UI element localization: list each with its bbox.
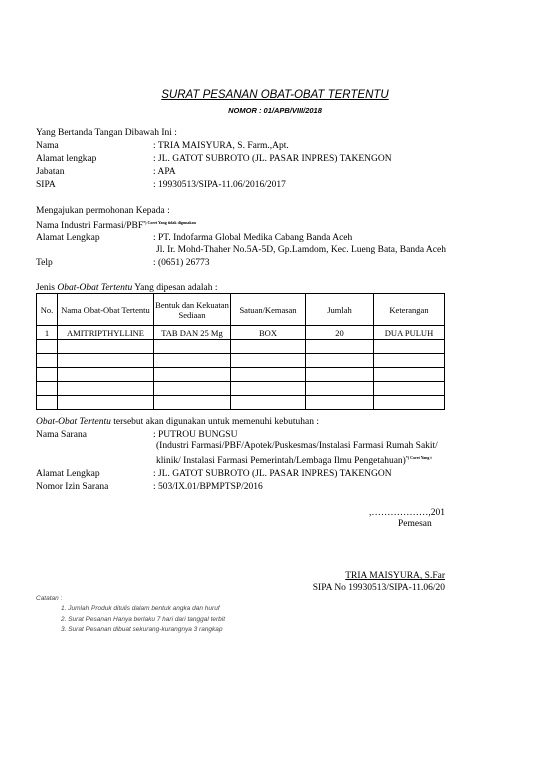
cell-unit	[231, 382, 306, 396]
cell-drug-name	[58, 340, 154, 354]
header-drug-name: Nama Obat-Obat Tertentu	[58, 294, 154, 326]
cell-quantity	[306, 340, 374, 354]
supplier-industry-label-text: Nama Industri Farmasi/PBF	[36, 221, 144, 232]
header-no: No.	[37, 294, 58, 326]
signer-intro: Yang Bertanda Tangan Dibawah Ini :	[36, 128, 177, 138]
order-intro-italic: Obat-Obat Tertentu	[57, 283, 133, 293]
header-form-strength: Bentuk dan Kekuatan Sediaan	[154, 294, 231, 326]
facility-name-value: : PUTROU BUNGSU	[153, 430, 238, 440]
signer-address-value: : JL. GATOT SUBROTO (JL. PASAR INPRES) TAKENGON	[153, 154, 392, 164]
facility-address-value: : JL. GATOT SUBROTO (JL. PASAR INPRES) TAKENGON	[153, 469, 392, 479]
note-item: 3. Surat Pesanan dibuat sekurang-kurangnya 3 rangkap	[61, 626, 223, 633]
cell-remarks	[374, 354, 445, 368]
cell-drug-name	[58, 396, 154, 410]
cell-drug-name	[58, 382, 154, 396]
supplier-address-label: Alamat Lengkap	[36, 233, 100, 243]
cell-remarks	[374, 340, 445, 354]
facility-permit-label: Nomor Izin Sarana	[36, 482, 109, 492]
cell-quantity	[306, 396, 374, 410]
signature-sipa: SIPA No 19930513/SIPA-11.06/20	[312, 583, 445, 593]
signer-address-label: Alamat lengkap	[36, 154, 97, 164]
order-intro-prefix: Jenis	[36, 283, 58, 293]
cell-no	[37, 354, 58, 368]
facility-type-line2	[156, 455, 432, 466]
cell-unit	[231, 340, 306, 354]
usage-intro-suffix: tersebut akan digunakan untuk memenuhi kebutuhan :	[110, 417, 320, 427]
cell-form-strength	[154, 368, 231, 382]
cell-no: 1	[37, 326, 58, 340]
usage-intro-italic: Obat-Obat Tertentu	[36, 417, 111, 427]
order-intro	[36, 283, 217, 293]
cell-quantity	[306, 368, 374, 382]
cell-drug-name: AMITRIPTHYLLINE	[58, 326, 154, 340]
signer-sipa-label: SIPA	[36, 180, 56, 190]
facility-name-label: Nama Sarana	[36, 430, 87, 440]
header-remarks: Keterangan	[374, 294, 445, 326]
supplier-telp-value: : (0651) 26773	[153, 258, 210, 268]
signer-sipa-value: : 19930513/SIPA-11.06/2016/2017	[153, 180, 286, 190]
table-row	[37, 340, 445, 354]
note-item: 1. Jumlah Produk ditulis dalam bentuk angka dan huruf	[61, 605, 220, 612]
cell-no	[37, 396, 58, 410]
cell-remarks	[374, 382, 445, 396]
facility-permit-value: : 503/IX.01/BPMPTSP/2016	[153, 482, 263, 492]
facility-type-note: *) Coret Yang t	[405, 455, 432, 460]
supplier-address-line1: : PT. Indofarma Global Medika Cabang Banda Aceh	[153, 233, 353, 243]
cell-quantity	[306, 382, 374, 396]
order-table-header	[37, 294, 445, 326]
signature-role: Pemesan	[398, 519, 432, 529]
table-row	[37, 354, 445, 368]
cell-remarks	[374, 368, 445, 382]
signer-name-label: Nama	[36, 141, 59, 151]
note-item: 2. Surat Pesanan Hanya berlaku 7 hari dari tanggal terbit	[61, 616, 226, 623]
notes-heading: Catatan :	[36, 595, 63, 602]
header-unit: Satuan/Kemasan	[231, 294, 306, 326]
cell-drug-name	[58, 368, 154, 382]
signature-name: TRIA MAISYURA, S.Far	[345, 571, 445, 581]
supplier-industry-note: *) Coret Yang tidak digunakan	[143, 220, 196, 225]
cell-drug-name	[58, 354, 154, 368]
cell-form-strength	[154, 354, 231, 368]
signer-name-value: : TRIA MAISYURA, S. Farm.,Apt.	[153, 141, 289, 151]
supplier-intro: Mengajukan permohonan Kepada :	[36, 206, 170, 216]
cell-unit: BOX	[231, 326, 306, 340]
cell-unit	[231, 396, 306, 410]
cell-form-strength	[154, 396, 231, 410]
signer-position-label: Jabatan	[36, 167, 65, 177]
cell-form-strength	[154, 340, 231, 354]
table-row	[37, 396, 445, 410]
header-quantity: Jumlah	[306, 294, 374, 326]
cell-no	[37, 340, 58, 354]
document-title: SURAT PESANAN OBAT-OBAT TERTENTU	[161, 89, 389, 101]
cell-unit	[231, 354, 306, 368]
cell-quantity	[306, 354, 374, 368]
table-row	[37, 368, 445, 382]
supplier-industry-label	[36, 220, 196, 231]
cell-remarks	[374, 396, 445, 410]
signer-position-value: : APA	[153, 167, 176, 177]
cell-unit	[231, 368, 306, 382]
supplier-telp-label: Telp	[36, 258, 53, 268]
facility-type-line1: (Industri Farmasi/PBF/Apotek/Puskesmas/Instalasi Farmasi Rumah Sakit/	[156, 441, 438, 451]
cell-remarks: DUA PULUH	[374, 326, 445, 340]
facility-address-label: Alamat Lengkap	[36, 469, 100, 479]
signature-date: ,………………,201	[369, 508, 445, 518]
order-table	[36, 293, 445, 410]
cell-quantity: 20	[306, 326, 374, 340]
cell-no	[37, 368, 58, 382]
cell-form-strength: TAB DAN 25 Mg	[154, 326, 231, 340]
cell-form-strength	[154, 382, 231, 396]
table-row	[37, 382, 445, 396]
usage-intro	[36, 417, 319, 427]
table-row	[37, 326, 445, 340]
order-intro-suffix: Yang dipesan adalah :	[132, 283, 218, 293]
cell-no	[37, 382, 58, 396]
supplier-address-line2: Jl. Ir. Mohd-Thaher No.5A-5D, Gp.Lamdom, Kec. Lueng Bata, Banda Aceh	[156, 245, 446, 255]
facility-type-line2-text: klinik/ Instalasi Farmasi Pemerintah/Lembaga Ilmu Pengetahuan)	[156, 456, 406, 467]
document-number: NOMOR : 01/APB/VIII/2018	[228, 106, 322, 115]
